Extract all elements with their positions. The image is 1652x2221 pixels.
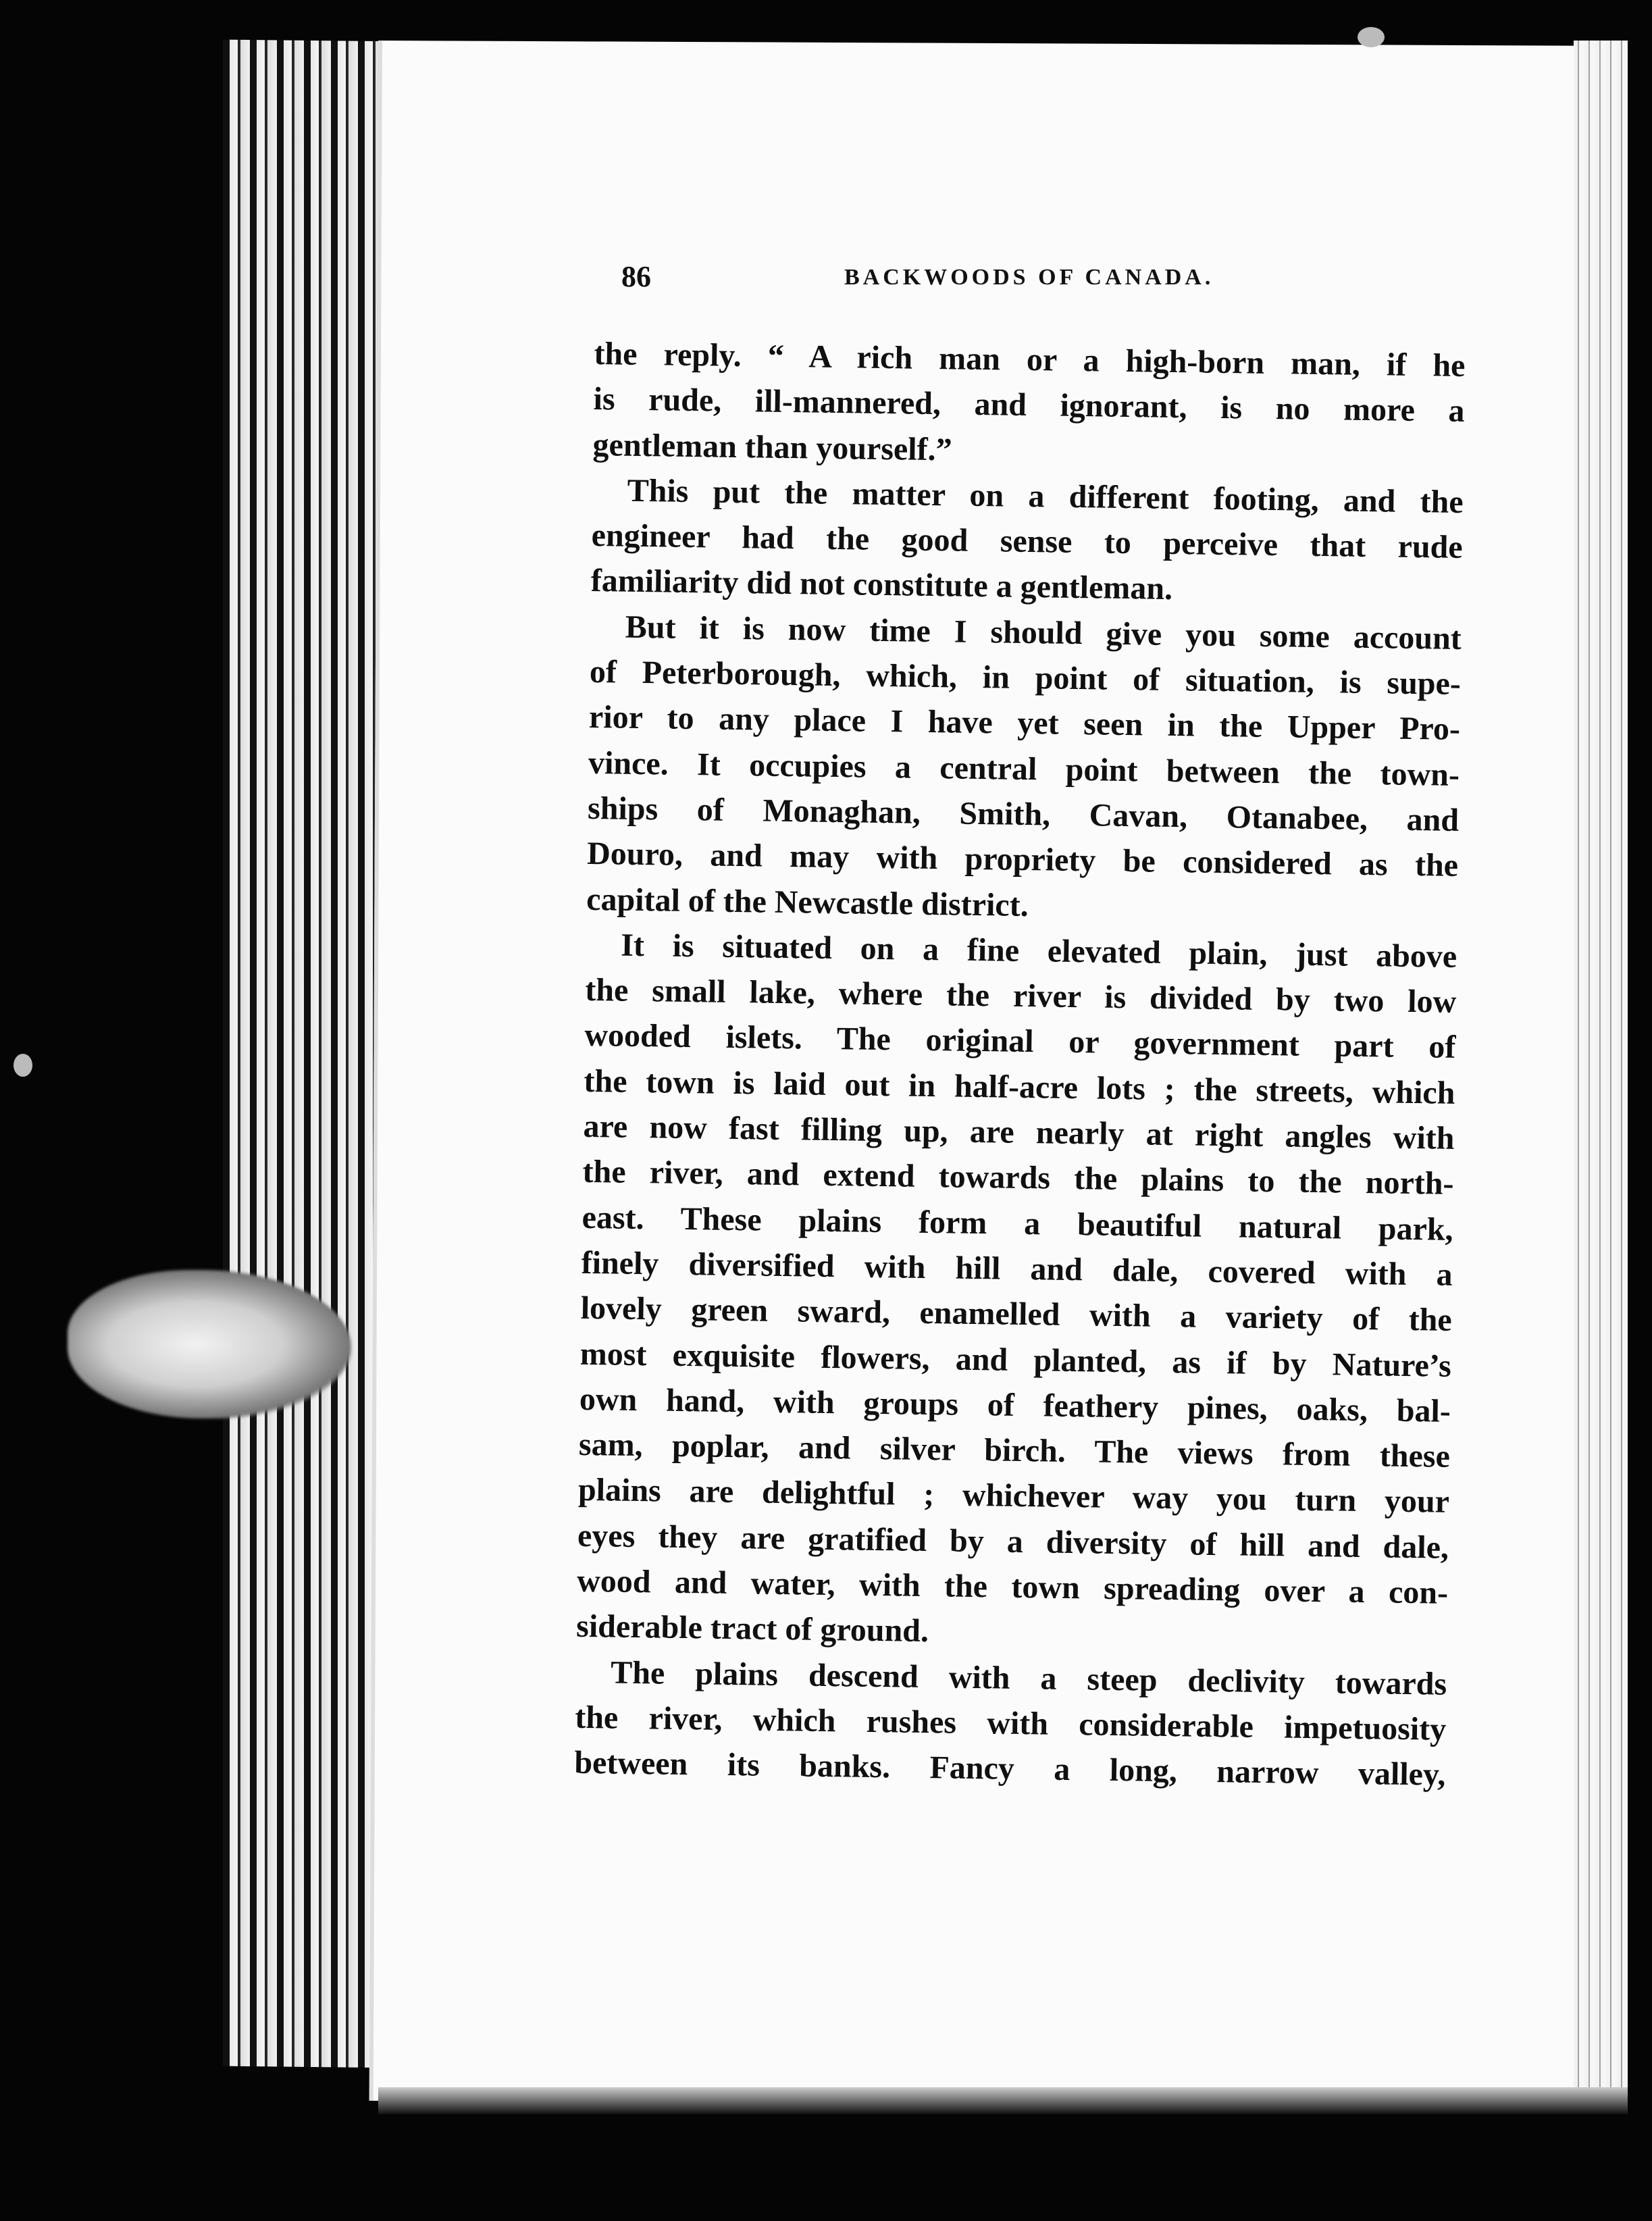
text-line: are now fast filling up, are nearly at right angles with (583, 1108, 1455, 1156)
text-line: This put the matter on a different footing, and the (627, 472, 1464, 520)
page-bottom-edge (378, 2087, 1628, 2114)
text-line: Douro, and may with propriety be considered as the (586, 836, 1459, 884)
text-line: eyes they are gratified by a diversity of hill and dale, (577, 1517, 1449, 1566)
text-line: between its banks. Fancy a long, narrow valley, (574, 1744, 1446, 1793)
page-number: 86 (621, 260, 651, 293)
dust-speck (14, 1054, 32, 1077)
text-line: the small lake, where the river is divided by two low (585, 972, 1457, 1021)
page-right-edge (1574, 41, 1628, 2108)
text-line: rior to any place I have yet seen in the Upper Pro- (588, 699, 1461, 748)
running-head: BACKWOODS OF CANADA. (844, 265, 1214, 290)
text-line: own hand, with groups of feathery pines, oaks, bal- (579, 1381, 1451, 1429)
text-line: capital of the Newcastle district. (586, 881, 1029, 923)
text-line: sam, poplar, and silver birch. The views from these (578, 1426, 1451, 1475)
text-line: plains are delightful ; whichever way you turn your (577, 1472, 1450, 1521)
text-line: the town is laid out in half-acre lots ; the streets, which (584, 1063, 1455, 1111)
text-line: engineer had the good sense to perceive that rude (591, 517, 1464, 566)
text-line: But it is now time I should give you some account (625, 609, 1462, 657)
dust-speck (1358, 27, 1385, 47)
page-header (621, 259, 1297, 300)
text-line: gentleman than yourself.” (592, 426, 952, 468)
text-line: east. These plains form a beautiful natural park, (582, 1199, 1453, 1248)
text-line: finely diversified with hill and dale, covered with a (581, 1244, 1453, 1293)
text-line: of Peterborough, which, in point of situation, is supe- (589, 654, 1462, 703)
text-line: the reply. “ A rich man or a high-born man, if he (594, 335, 1466, 384)
text-line: lovely green sward, enamelled with a variety of the (580, 1290, 1453, 1339)
text-line: wooded islets. The original or government part of (584, 1017, 1456, 1066)
text-line: wood and water, with the town spreading over a con- (576, 1562, 1449, 1611)
text-line: The plains descend with a steep declivity towards (610, 1654, 1447, 1702)
text-line: the river, and extend towards the plains to the north- (582, 1154, 1454, 1202)
text-line: ships of Monaghan, Smith, Cavan, Otanabee, and (587, 790, 1460, 838)
text-line: vince. It occupies a central point between the town- (588, 744, 1460, 793)
text-line: familiarity did not constitute a gentleman. (590, 563, 1173, 607)
text-line: most exquisite flowers, and planted, as if by Nature’s (579, 1335, 1452, 1384)
text-line: the river, which rushes with considerable impetuosity (574, 1699, 1447, 1747)
text-line: siderable tract of ground. (575, 1608, 929, 1650)
text-line: It is situated on a fine elevated plain, just above (620, 927, 1457, 975)
text-line: is rude, ill-mannered, and ignorant, is no more a (593, 381, 1465, 430)
body-text (574, 331, 1466, 1797)
